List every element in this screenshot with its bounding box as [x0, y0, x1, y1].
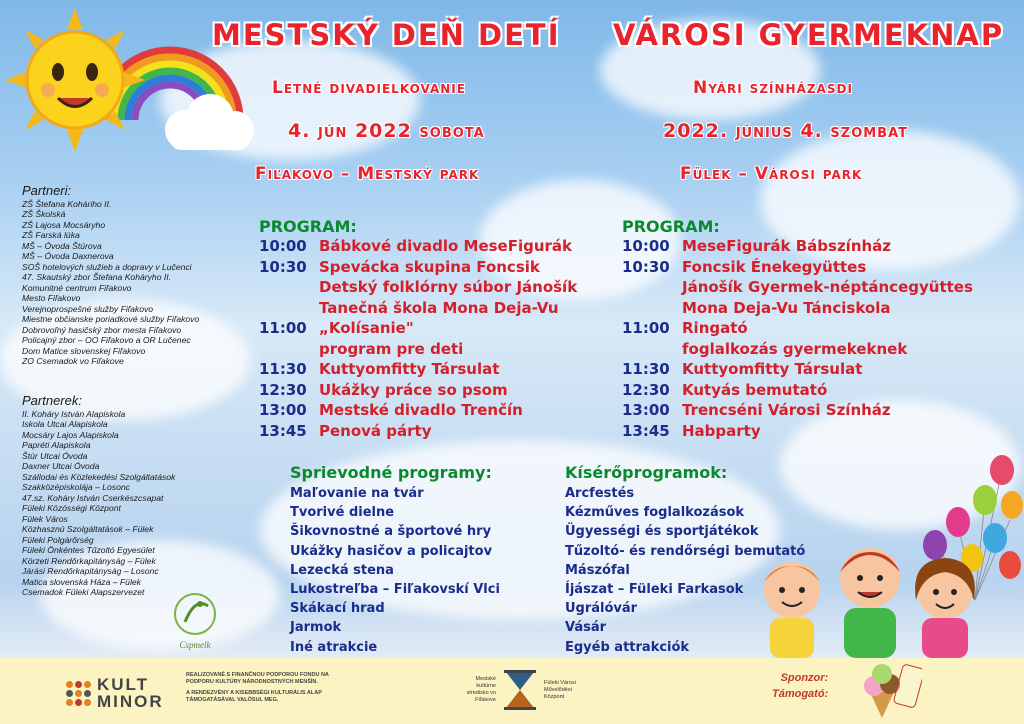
- program-time: [259, 339, 319, 360]
- program-desc: program pre deti: [319, 339, 464, 358]
- partneri-item: Policajný zbor – OO Fiľakovo a OR Lučenec: [22, 335, 191, 345]
- program-desc: Mona Deja-Vu Tánciskola: [682, 298, 891, 317]
- program-row: [622, 400, 973, 421]
- partneri-item: Dom Matice slovenskej Fiľakovo: [22, 345, 146, 356]
- partnerek-item: Szakközépiskolája – Losonc: [22, 482, 130, 492]
- partneri-item: MŠ – Óvoda Daxnerova: [22, 251, 114, 261]
- program-row: [259, 277, 577, 298]
- partneri-item: ZŠ Farská lúka: [22, 230, 80, 240]
- center-text-sk: Mestské kultúrne stredisko vo Fiľakove: [466, 676, 496, 703]
- side-program-item: Mászófal: [565, 562, 630, 578]
- partnerek-item: Körzeti Rendőrkapitányság – Fülek: [22, 555, 156, 566]
- program-time: 12:30: [259, 380, 307, 399]
- partneri-item: SOŠ hotelových služieb a dopravy v Lučenci: [22, 261, 192, 272]
- partnerek-item: Járási Rendőrkapitányság – Losonc: [22, 566, 159, 576]
- program-row: [259, 318, 577, 339]
- subtitle-sk: Letné divadielkovanie: [272, 78, 466, 98]
- program-row: [259, 359, 577, 380]
- program-row: [622, 318, 973, 339]
- ice-cream-sponsor-logo: [852, 662, 922, 720]
- side-program-item: Šikovnostné a športové hry: [290, 524, 492, 540]
- program-time: 11:00: [622, 319, 670, 337]
- partnerek-item: Szállodai és Közlekedési Szolgáltatások: [22, 471, 176, 482]
- program-row: [259, 298, 577, 319]
- side-program-item: Lezecká stena: [290, 562, 394, 578]
- partnerek-item: Fülek Város: [22, 513, 68, 524]
- program-desc: Bábkové divadlo MeseFigurák: [319, 237, 573, 255]
- program-time: [622, 298, 682, 319]
- partneri-item: Miestne občianske poriadkové služby Fiľakovo: [22, 314, 200, 324]
- fund-text-hu: A RENDEZVÉNY A KISEBBSÉGI KULTURÁLIS ALAP TÁMOGATÁSÁVAL VALÓSUL MEG.: [186, 690, 322, 703]
- program-time: 13:00: [622, 401, 670, 419]
- kult-minor-dots-icon: [66, 681, 91, 706]
- partnerek-item: Füleki Polgárőrség: [22, 534, 94, 545]
- partnerek-item: Iskola Utcai Alapiskola: [22, 419, 108, 429]
- program-row: [622, 339, 973, 360]
- program-row: [622, 359, 973, 380]
- subtitle-hu: Nyári színházasdi: [693, 78, 853, 98]
- program-time: [622, 277, 682, 298]
- program-time: [259, 298, 319, 319]
- partnerek-item: Közhasznú Szolgáltatások – Fülek: [22, 524, 154, 534]
- fund-text: [186, 672, 356, 704]
- partnerek-item: Füleki Közösségi Központ: [22, 503, 121, 513]
- partnerek-item: Csemadok Füleki Alapszervezet: [22, 587, 145, 597]
- side-program-item: Ügyességi és sportjátékok: [565, 524, 759, 540]
- partneri-heading: Partneri:: [22, 183, 72, 198]
- partnerek-item: Matica slovenská Háza – Fülek: [22, 576, 141, 587]
- program-time: 13:00: [259, 401, 307, 419]
- partneri-item: 47. Skautský zbor Štefana Koháryho II.: [22, 272, 172, 282]
- title-sk: MESTSKÝ DEŇ DETÍ: [212, 18, 561, 52]
- program-time: 10:00: [622, 237, 670, 255]
- program-time: 10:00: [259, 237, 307, 255]
- program-desc: Tanečná škola Mona Deja-Vu: [319, 298, 559, 317]
- date-sk: 4. jún 2022 sobota: [288, 120, 485, 142]
- program-desc: Mestské divadlo Trenčín: [319, 401, 523, 419]
- side-program-item: Ugrálóvár: [565, 601, 638, 617]
- partnerek-item: 47.sz. Koháry István Cserkészcsapat: [22, 492, 164, 503]
- sponsor-label-hu: Támogató:: [772, 688, 829, 700]
- footer: [0, 658, 1024, 724]
- partnerek-item: Štúr Utcai Óvoda: [22, 450, 88, 461]
- side-program-item: Maľovanie na tvár: [290, 486, 424, 501]
- program-time: [259, 277, 319, 298]
- side-program-item: Tvorivé dielne: [290, 505, 395, 521]
- side-program-item: Vásár: [565, 620, 607, 636]
- partneri-list: [22, 183, 252, 367]
- program-desc: Jánošík Gyermek-néptáncegyüttes: [682, 278, 973, 296]
- program-desc: Habparty: [682, 421, 761, 440]
- program-row: [259, 421, 577, 442]
- hourglass-icon: [502, 670, 538, 710]
- partneri-item: MŠ – Óvoda Štúrova: [22, 240, 102, 251]
- partneri-item: ZŠ Štefana Koháriho II.: [22, 198, 112, 209]
- program-row: [622, 380, 973, 401]
- program-time: 10:30: [622, 257, 670, 276]
- sponsor-labels: [772, 670, 828, 702]
- program-sk-heading: PROGRAM:: [259, 217, 357, 236]
- title-hu: VÁROSI GYERMEKNAP: [613, 18, 1005, 52]
- side-program-item: Egyéb attrakciók: [565, 639, 690, 655]
- minor-text: MINOR: [97, 692, 164, 711]
- date-hu: 2022. június 4. szombat: [663, 120, 909, 142]
- side-program-item: Kézműves foglalkozások: [565, 505, 745, 521]
- program-desc: Penová párty: [319, 421, 432, 440]
- program-desc: Ukážky práce so psom: [319, 380, 508, 399]
- kids-balloons-illustration: [740, 450, 1024, 658]
- partneri-item: ZŠ Lajosa Mocsáryho: [22, 219, 106, 230]
- partneri-item: Mesto Fiľakovo: [22, 293, 81, 303]
- program-row: [622, 257, 973, 278]
- partneri-item: Komunitné centrum Fiľakovo: [22, 282, 132, 293]
- program-row: [259, 400, 577, 421]
- program-desc: foglalkozás gyermekeknek: [682, 339, 908, 358]
- program-desc: Ringató: [682, 319, 748, 337]
- program-time: [622, 339, 682, 360]
- side-program-item: Skákací hrad: [290, 601, 385, 617]
- partneri-item: ZO Csemadok vo Fiľakove: [22, 356, 124, 366]
- program-desc: MeseFigurák Bábszínház: [682, 237, 892, 255]
- center-text-hu: Füleki Városi Művelődési Központ: [544, 679, 576, 700]
- side-program-item: Jarmok: [290, 620, 342, 636]
- program-desc: Spevácka skupina Foncsik: [319, 257, 540, 276]
- partnerek-item: II. Koháry István Alapiskola: [22, 408, 126, 419]
- partnerek-item: Mocsáry Lajos Alapiskola: [22, 429, 119, 440]
- partneri-item: ZŠ Školská: [22, 209, 66, 219]
- side-program-item: Íjászat – Füleki Farkasok: [565, 582, 744, 598]
- place-hu: Fülek – Városi park: [680, 164, 863, 184]
- program-row: [622, 236, 973, 257]
- program-time: 10:30: [259, 257, 307, 276]
- side-sk-list: [290, 484, 500, 657]
- program-desc: Foncsik Énekegyüttes: [682, 257, 867, 276]
- program-desc: Detský folklórny súbor Jánošík: [319, 278, 578, 296]
- program-time: 13:45: [622, 421, 670, 440]
- side-sk-heading: Sprievodné programy:: [290, 463, 492, 482]
- partneri-item: Dobrovoľný hasičský zbor mesta Fiľakovo: [22, 324, 182, 335]
- program-desc: Kutyás bemutató: [682, 380, 828, 399]
- cspmelk-logo: [170, 592, 220, 648]
- program-time: 11:30: [259, 360, 307, 378]
- program-row: [259, 236, 577, 257]
- program-time: 12:30: [622, 380, 670, 399]
- program-desc: Kuttyomfitty Társulat: [319, 360, 500, 378]
- program-desc: „Kolísanie": [319, 319, 414, 337]
- kult-minor-logo: [66, 676, 164, 710]
- side-hu-heading: Kísérőprogramok:: [565, 463, 728, 482]
- side-program-item: Tűzoltó- és rendőrségi bemutató: [565, 543, 806, 559]
- program-row: [622, 298, 973, 319]
- program-time: 11:30: [622, 360, 670, 378]
- partnerek-item: Daxner Utcai Óvoda: [22, 461, 100, 471]
- side-program-item: Arcfestés: [565, 486, 635, 501]
- program-row: [259, 380, 577, 401]
- side-program-item: Ukážky hasičov a policajtov: [290, 543, 493, 559]
- sponsor-label-sk: Sponzor:: [780, 672, 829, 684]
- program-time: 11:00: [259, 319, 307, 337]
- culture-center-logo: [458, 670, 582, 710]
- program-hu: [622, 236, 973, 441]
- partnerek-heading: Partnerek:: [22, 393, 82, 408]
- program-hu-heading: PROGRAM:: [622, 217, 720, 236]
- partnerek-item: Füleki Önkéntes Tűzoltó Egyesület: [22, 545, 155, 555]
- partnerek-item: Papréti Alapiskola: [22, 440, 91, 450]
- partnerek-list: [22, 393, 252, 598]
- side-program-item: Lukostreľba – Fiľakovskí Vlci: [290, 582, 500, 598]
- program-row: [259, 257, 577, 278]
- program-row: [622, 421, 973, 442]
- program-row: [259, 339, 577, 360]
- program-time: 13:45: [259, 421, 307, 440]
- program-sk: [259, 236, 577, 441]
- partneri-item: Verejnoprospešné služby Fiľakovo: [22, 303, 154, 314]
- fund-text-sk: REALIZOVANÉ S FINANČNOU PODPOROU FONDU NA PODPORU KULTÚRY NÁRODNOSTNÝCH MENŠÍN.: [186, 672, 329, 685]
- cspmelk-logo-text: Cspmelk: [179, 640, 211, 650]
- program-desc: Trencséni Városi Színház: [682, 401, 891, 419]
- program-row: [622, 277, 973, 298]
- archer-icon: [170, 592, 220, 636]
- program-desc: Kuttyomfitty Társulat: [682, 360, 863, 378]
- kult-text: KULT: [97, 675, 150, 694]
- place-sk: Fiľakovo – Mestský park: [255, 164, 480, 184]
- side-program-item: Iné atrakcie: [290, 639, 378, 655]
